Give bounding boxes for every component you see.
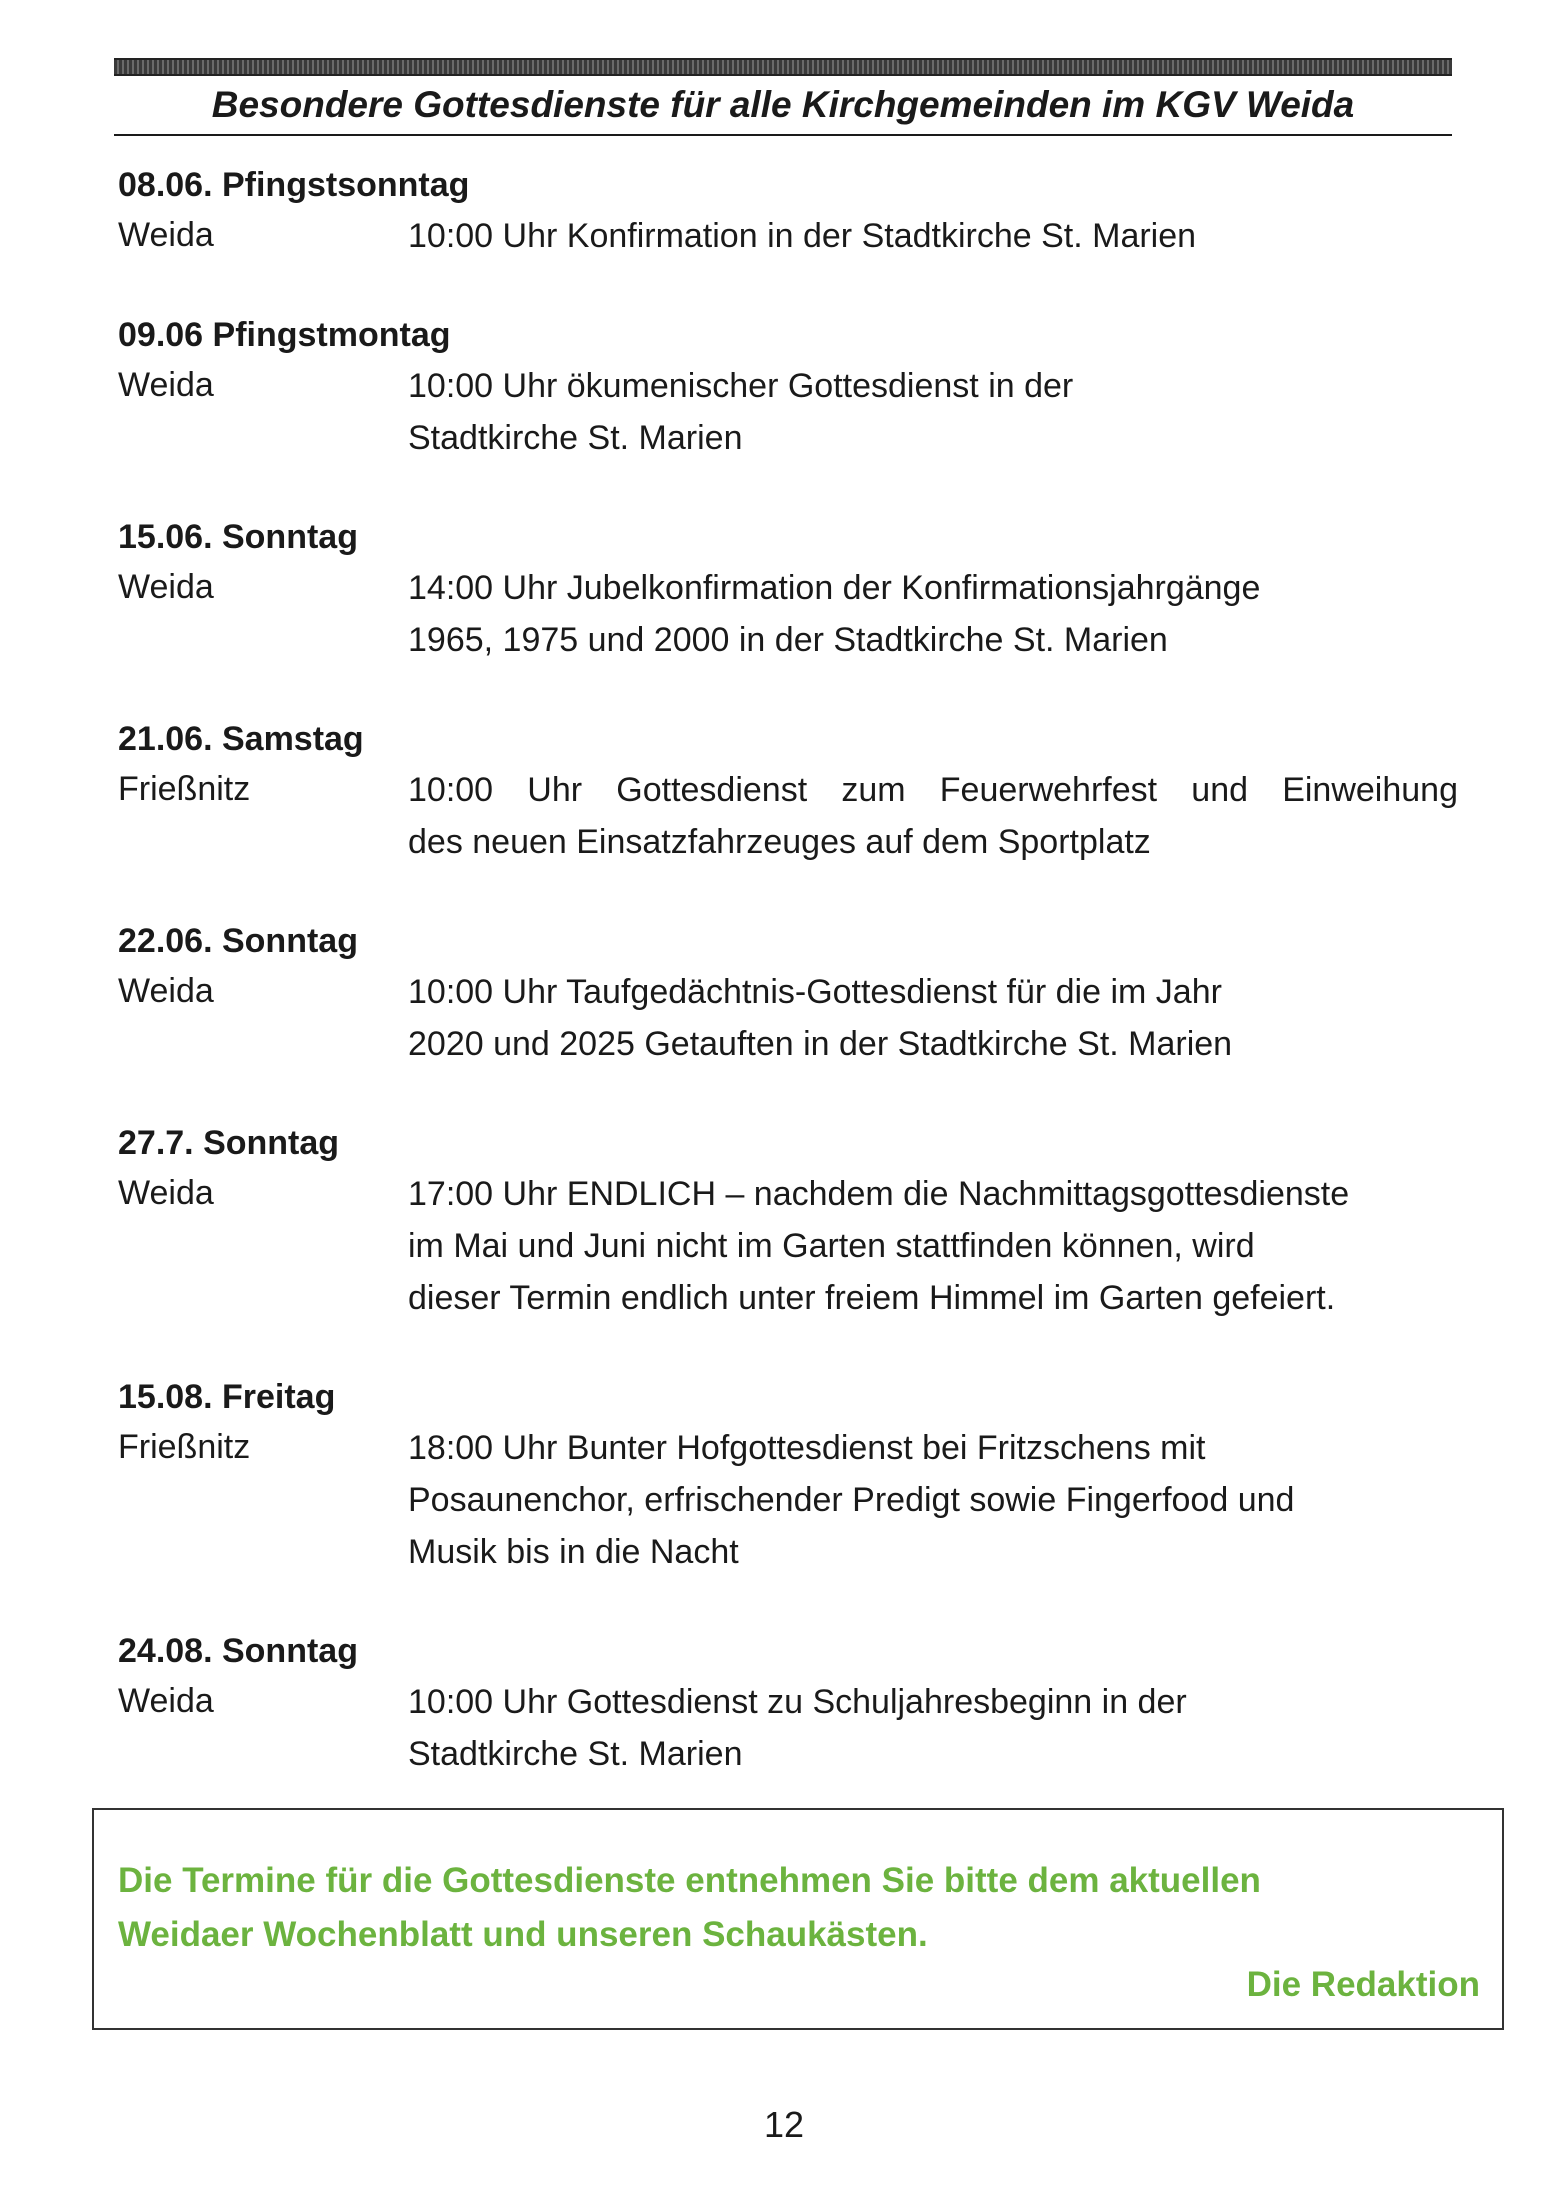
event-place: Weida [118,568,214,606]
event-date: 09.06 Pfingstmontag [118,316,451,354]
event-date: 27.7. Sonntag [118,1124,340,1162]
event-date: 15.08. Freitag [118,1378,336,1416]
event-description-line: 10:00 Uhr Gottesdienst zu Schuljahresbeginn in der [408,1683,1187,1721]
event-place: Weida [118,1682,214,1720]
event-item [118,1626,1458,1780]
event-item [118,916,1458,1070]
header-decorative-bar [114,58,1452,76]
event-description-line: 1965, 1975 und 2000 in der Stadtkirche St. Marien [408,621,1168,659]
event-date: 08.06. Pfingstsonntag [118,166,470,204]
event-row [118,562,1458,666]
event-description [408,1422,1458,1578]
event-description-line: dieser Termin endlich unter freiem Himmel im Garten gefeiert. [408,1279,1336,1317]
event-item [118,1118,1458,1324]
event-item [118,310,1458,464]
event-description-line: 10:00 Uhr Taufgedächtnis-Gottesdienst für die im Jahr [408,973,1222,1011]
event-description-line: 17:00 Uhr ENDLICH – nachdem die Nachmittagsgottesdienste [408,1175,1350,1213]
header-rule [114,134,1452,136]
event-description [408,764,1458,868]
event-place: Frießnitz [118,770,251,808]
event-description-line: 18:00 Uhr Bunter Hofgottesdienst bei Fritzschens mit [408,1429,1206,1467]
page-number: 12 [763,2104,805,2145]
event-place: Frießnitz [118,1428,251,1466]
event-description-line: Posaunenchor, erfrischender Predigt sowie Fingerfood und [408,1481,1295,1519]
event-description-line: 2020 und 2025 Getauften in der Stadtkirche St. Marien [408,1025,1233,1063]
event-date: 22.06. Sonntag [118,922,358,960]
event-description-line: des neuen Einsatzfahrzeuges auf dem Sportplatz [408,823,1151,861]
notice-line: Weidaer Wochenblatt und unseren Schaukästen. [118,1915,928,1954]
notice-box [92,1808,1504,2030]
event-date: 15.06. Sonntag [118,518,358,556]
events-list [118,160,1458,1828]
event-place: Weida [118,1174,214,1212]
notice-text [118,1854,1478,1962]
event-item [118,1372,1458,1578]
event-description [408,360,1458,464]
event-place: Weida [118,366,214,404]
event-description [408,210,1458,262]
page-title: Besondere Gottesdienste für alle Kirchgemeinden im KGV Weida [211,84,1355,125]
event-place: Weida [118,216,214,254]
event-place: Weida [118,972,214,1010]
event-date: 24.08. Sonntag [118,1632,358,1670]
event-row [118,1422,1458,1578]
event-description-line: im Mai und Juni nicht im Garten stattfinden können, wird [408,1227,1255,1265]
event-row [118,1676,1458,1780]
event-description [408,966,1458,1070]
event-date: 21.06. Samstag [118,720,364,758]
notice-signature: Die Redaktion [1246,1965,1480,2004]
event-description-line: 10:00 Uhr ökumenischer Gottesdienst in der [408,367,1074,405]
event-item [118,160,1458,262]
event-description-line: Stadtkirche St. Marien [408,1735,743,1773]
event-item [118,512,1458,666]
event-row [118,360,1458,464]
event-row [118,764,1458,868]
notice-line: Die Termine für die Gottesdienste entnehmen Sie bitte dem aktuellen [118,1861,1261,1900]
event-description-line: 10:00 Uhr Gottesdienst zum Feuerwehrfest und Einweihung [408,771,1458,809]
event-description-line: 10:00 Uhr Konfirmation in der Stadtkirche St. Marien [408,217,1197,255]
event-row [118,210,1458,262]
event-description-line: Stadtkirche St. Marien [408,419,743,457]
event-description-line: Musik bis in die Nacht [408,1533,739,1571]
event-description [408,1168,1458,1324]
event-row [118,1168,1458,1324]
event-description [408,1676,1458,1780]
event-description [408,562,1458,666]
event-item [118,714,1458,868]
event-row [118,966,1458,1070]
event-description-line: 14:00 Uhr Jubelkonfirmation der Konfirmationsjahrgänge [408,569,1261,607]
